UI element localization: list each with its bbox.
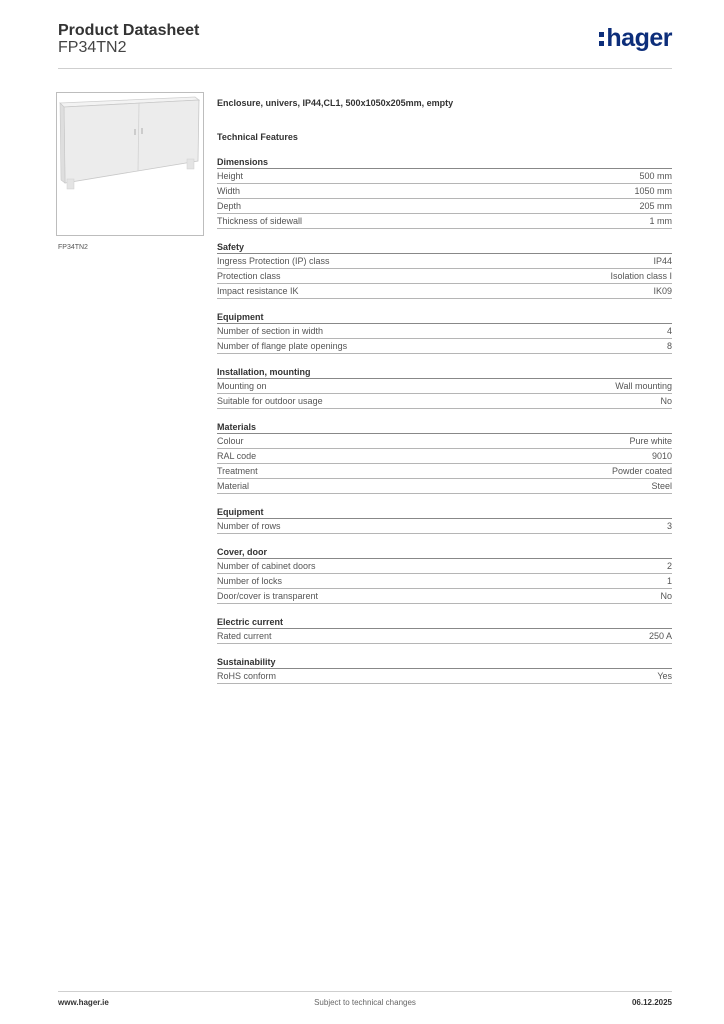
spec-value: 1 (666, 576, 672, 586)
spec-group-title: Electric current (217, 616, 672, 629)
product-code: FP34TN2 (58, 39, 127, 56)
spec-group-title: Dimensions (217, 156, 672, 169)
spec-row (217, 574, 672, 589)
page-title: Product Datasheet (58, 22, 200, 39)
spec-value: No (660, 396, 672, 406)
spec-label: Suitable for outdoor usage (217, 396, 323, 406)
spec-row (217, 269, 672, 284)
spec-group-title: Equipment (217, 311, 672, 324)
spec-value: Steel (651, 481, 672, 491)
spec-row (217, 449, 672, 464)
spec-group (217, 616, 672, 644)
footer-website: www.hager.ie (58, 998, 109, 1007)
technical-features-title: Technical Features (217, 132, 298, 142)
spec-group (217, 506, 672, 534)
spec-value: 500 mm (639, 171, 672, 181)
spec-row (217, 434, 672, 449)
spec-row (217, 519, 672, 534)
spec-group (217, 656, 672, 684)
spec-row (217, 559, 672, 574)
image-caption: FP34TN2 (58, 244, 88, 251)
spec-group-title: Safety (217, 241, 672, 254)
spec-row (217, 214, 672, 229)
spec-value: 205 mm (639, 201, 672, 211)
spec-group-title: Installation, mounting (217, 366, 672, 379)
spec-row (217, 629, 672, 644)
spec-label: Impact resistance IK (217, 286, 299, 296)
spec-content (217, 96, 672, 684)
page-footer (58, 998, 672, 1010)
spec-group (217, 241, 672, 299)
spec-label: Number of flange plate openings (217, 341, 348, 351)
spec-value: Wall mounting (615, 381, 672, 391)
spec-label: Height (217, 171, 244, 181)
spec-value: 1050 mm (634, 186, 672, 196)
spec-value: Powder coated (611, 466, 672, 476)
spec-label: Rated current (217, 631, 272, 641)
spec-group-title: Equipment (217, 506, 672, 519)
spec-value: No (660, 591, 672, 601)
spec-groups (217, 156, 672, 684)
spec-row (217, 284, 672, 299)
brand-logo (599, 26, 672, 51)
spec-value: Isolation class I (610, 271, 672, 281)
spec-value: 8 (666, 341, 672, 351)
header-divider (58, 68, 672, 69)
spec-label: Colour (217, 436, 244, 446)
spec-label: Mounting on (217, 381, 267, 391)
logo-dots-icon (599, 30, 604, 48)
spec-label: Door/cover is transparent (217, 591, 319, 601)
spec-value: 3 (666, 521, 672, 531)
spec-label: Number of rows (217, 521, 281, 531)
footer-notice: Subject to technical changes (314, 998, 416, 1007)
spec-group (217, 366, 672, 409)
spec-value: IK09 (653, 286, 672, 296)
spec-label: Number of locks (217, 576, 283, 586)
spec-row (217, 199, 672, 214)
spec-row (217, 394, 672, 409)
spec-group (217, 156, 672, 229)
spec-label: Number of cabinet doors (217, 561, 316, 571)
spec-value: Yes (657, 671, 672, 681)
spec-value: 1 mm (649, 216, 672, 226)
spec-group (217, 311, 672, 354)
footer-divider (58, 991, 672, 992)
spec-row (217, 339, 672, 354)
spec-row (217, 589, 672, 604)
spec-label: Thickness of sidewall (217, 216, 303, 226)
spec-row (217, 324, 672, 339)
spec-label: Treatment (217, 466, 258, 476)
spec-group-title: Cover, door (217, 546, 672, 559)
spec-row (217, 479, 672, 494)
logo-text: hager (606, 24, 672, 52)
spec-label: RoHS conform (217, 671, 277, 681)
spec-value: Pure white (629, 436, 672, 446)
spec-value: 9010 (651, 451, 672, 461)
spec-label: RAL code (217, 451, 257, 461)
spec-group (217, 421, 672, 494)
product-image (56, 92, 204, 236)
spec-label: Ingress Protection (IP) class (217, 256, 330, 266)
spec-group-title: Materials (217, 421, 672, 434)
spec-group-title: Sustainability (217, 656, 672, 669)
footer-date: 06.12.2025 (631, 998, 672, 1007)
enclosure-illustration-icon (57, 93, 203, 235)
spec-row (217, 169, 672, 184)
spec-row (217, 254, 672, 269)
product-description: Enclosure, univers, IP44,CL1, 500x1050x205mm, empty (217, 98, 454, 108)
spec-value: 2 (666, 561, 672, 571)
spec-row (217, 379, 672, 394)
page-header (58, 22, 672, 70)
spec-label: Width (217, 186, 241, 196)
spec-label: Number of section in width (217, 326, 324, 336)
spec-value: 250 A (648, 631, 672, 641)
spec-row (217, 464, 672, 479)
spec-group (217, 546, 672, 604)
spec-row (217, 669, 672, 684)
spec-value: 4 (666, 326, 672, 336)
spec-row (217, 184, 672, 199)
spec-value: IP44 (653, 256, 672, 266)
spec-label: Protection class (217, 271, 281, 281)
spec-label: Material (217, 481, 250, 491)
spec-label: Depth (217, 201, 242, 211)
